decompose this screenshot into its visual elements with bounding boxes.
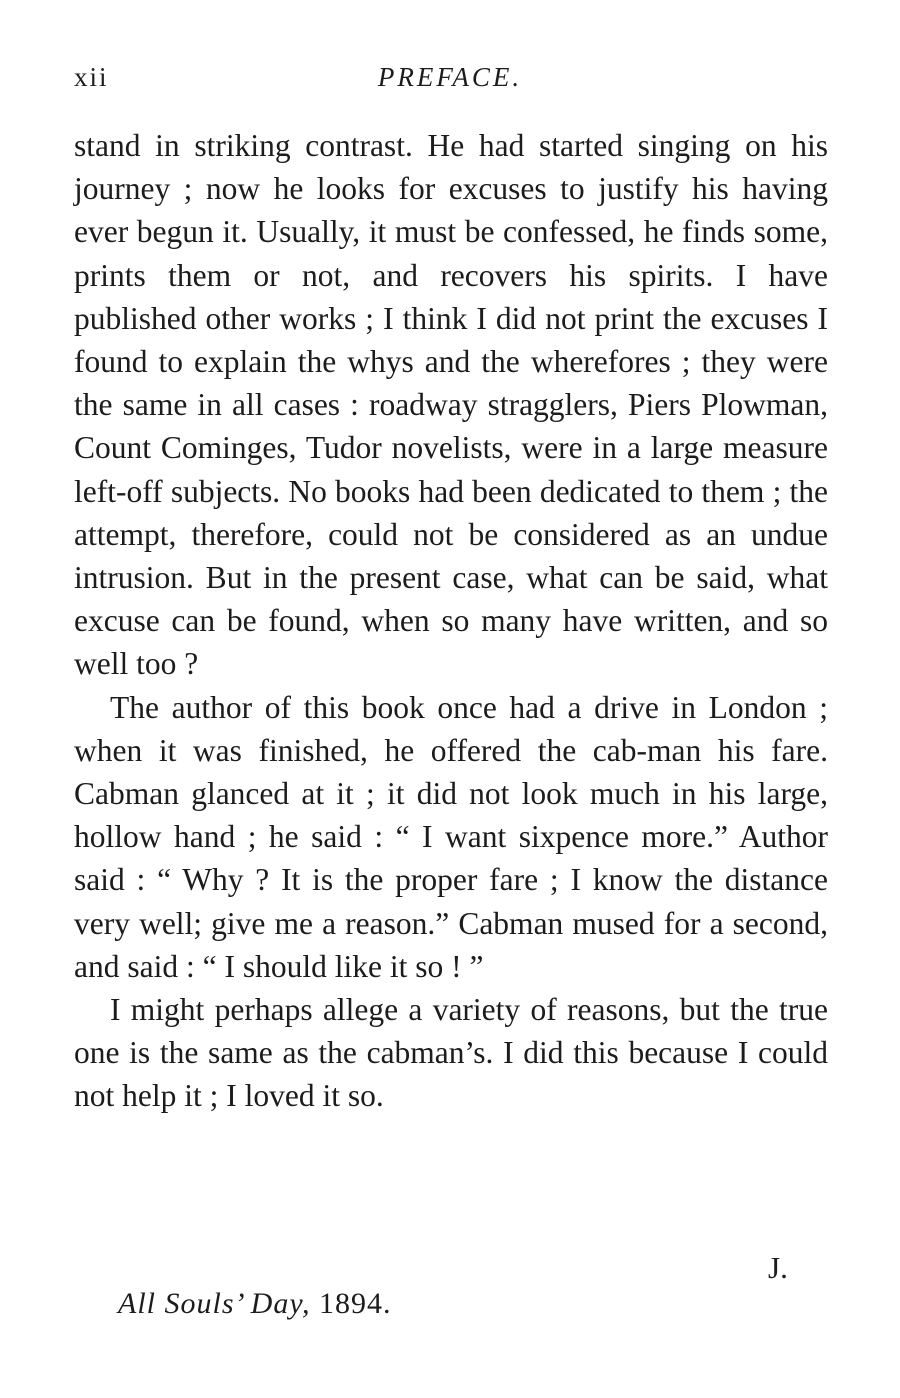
- page-number: xii: [74, 62, 109, 92]
- dateline-day: All Souls’ Day,: [118, 1287, 311, 1320]
- paragraph-2: The author of this book once had a drive in London ; when it was finished, he offered the cab-man his fare. Cabman glanced at it ; it did not look much in his large, hollow hand ; he said : “ I want sixpence more.” Author said : “ Why ? It is the proper fare ; I know the distance very well; give me a reason.” Cabman mused for a second, and said : “ I should like it so ! ”: [74, 689, 828, 984]
- paragraph-1: stand in striking contrast. He had started singing on his journey ; now he looks for excuses to justify his having ever begun it. Usually, it must be confessed, he finds some, prints them or not, and recovers his spirits. I have published other works ; I think I did not print the excuses I found to explain the whys and the wherefores ; they were the same in all cases : roadway stragglers, Piers Plowman, Count Cominges, Tudor novelists, were in a large measure left-off subjects. No books had been dedicated to them ; the attempt, therefore, could not be considered as an undue intrusion. But in the present case, what can be said, what excuse can be found, when so many have written, and so well too ?: [74, 128, 828, 682]
- running-head: [0, 62, 900, 102]
- preface-body: [74, 124, 828, 1118]
- dateline-year: 1894.: [319, 1287, 392, 1320]
- running-title: PREFACE.: [377, 62, 523, 92]
- author-signature: J.: [768, 1250, 788, 1285]
- dateline: [118, 1287, 392, 1321]
- paragraph-3: I might perhaps allege a variety of reasons, but the true one is the same as the cabman’s. I did this because I could not help it ; I loved it so.: [74, 992, 828, 1114]
